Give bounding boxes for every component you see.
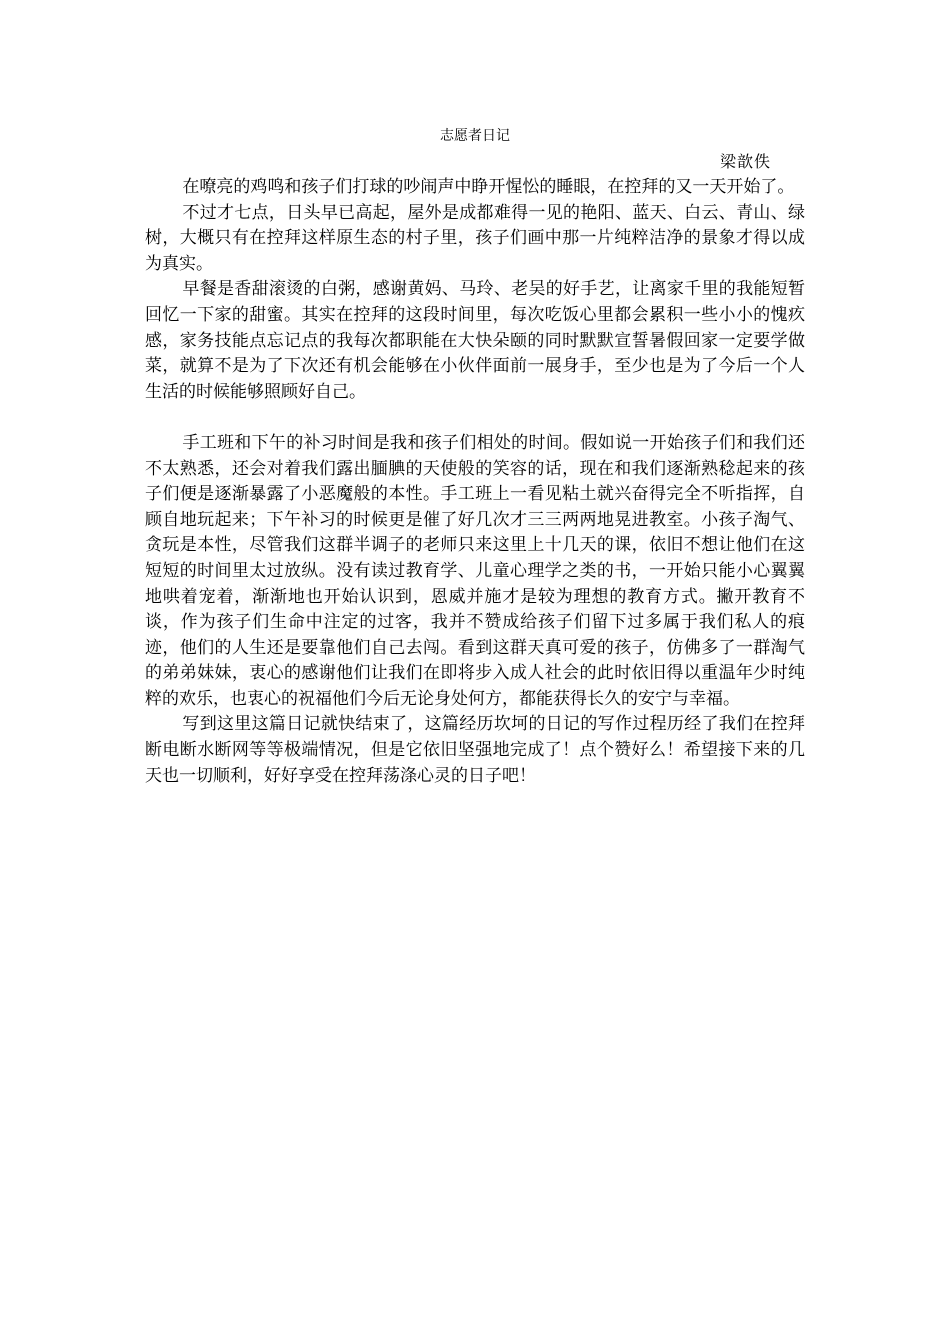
paragraph: 不过才七点，日头早已高起，屋外是成都难得一见的艳阳、蓝天、白云、青山、绿树，大概只有在控拜这样原生态的村子里，孩子们画中那一片纯粹洁净的景象才得以成为真实。 <box>145 202 805 274</box>
paragraph: 手工班和下午的补习时间是我和孩子们相处的时间。假如说一开始孩子们和我们还不太熟悉，还会对着我们露出腼腆的天使般的笑容的话，现在和我们逐渐熟稔起来的孩子们便是逐渐暴露了小恶魔般的本性。手工班上一看见粘土就兴奋得完全不听指挥，自顾自地玩起来；下午补习的时候更是催了好几次才三三两两地晃进教室。小孩子淘气、贪玩是本性，尽管我们这群半调子的老师只来这里上十几天的课，依旧不想让他们在这短短的时间里太过放纵。没有读过教育学、儿童心理学之类的书，一开始只能小心翼翼地哄着宠着，渐渐地也开始认识到，恩威并施才是较为理想的教育方式。撇开教育不谈，作为孩子们生命中注定的过客，我并不赞成给孩子们留下过多属于我们私人的痕迹，他们的人生还是要靠他们自己去闯。看到这群天真可爱的孩子，仿佛多了一群淘气的弟弟妹妹，衷心的感谢他们让我们在即将步入成人社会的此时依旧得以重温年少时纯粹的欢乐，也衷心的祝福他们今后无论身处何方，都能获得长久的安宁与幸福。 <box>145 432 805 709</box>
paragraph: 写到这里这篇日记就快结束了，这篇经历坎坷的日记的写作过程历经了我们在控拜断电断水断网等等极端情况，但是它依旧坚强地完成了！点个赞好么！希望接下来的几天也一切顺利，好好享受在控拜荡涤心灵的日子吧！ <box>145 714 805 786</box>
document-author: 梁歆佚 <box>720 152 772 171</box>
document-title: 志愿者日记 <box>440 128 510 144</box>
paragraph: 在嘹亮的鸡鸣和孩子们打球的吵闹声中睁开惺忪的睡眼，在控拜的又一天开始了。 <box>182 177 795 197</box>
document-body <box>145 175 805 789</box>
paragraph: 早餐是香甜滚烫的白粥，感谢黄妈、马玲、老吴的好手艺，让离家千里的我能短暂回忆一下家的甜蜜。其实在控拜的这段时间里，每次吃饭心里都会累积一些小小的愧疚感，家务技能点忘记点的我每次都职能在大快朵颐的同时默默宣誓暑假回家一定要学做菜，就算不是为了下次还有机会能够在小伙伴面前一展身手，至少也是为了今后一个人生活的时候能够照顾好自己。 <box>145 279 805 402</box>
